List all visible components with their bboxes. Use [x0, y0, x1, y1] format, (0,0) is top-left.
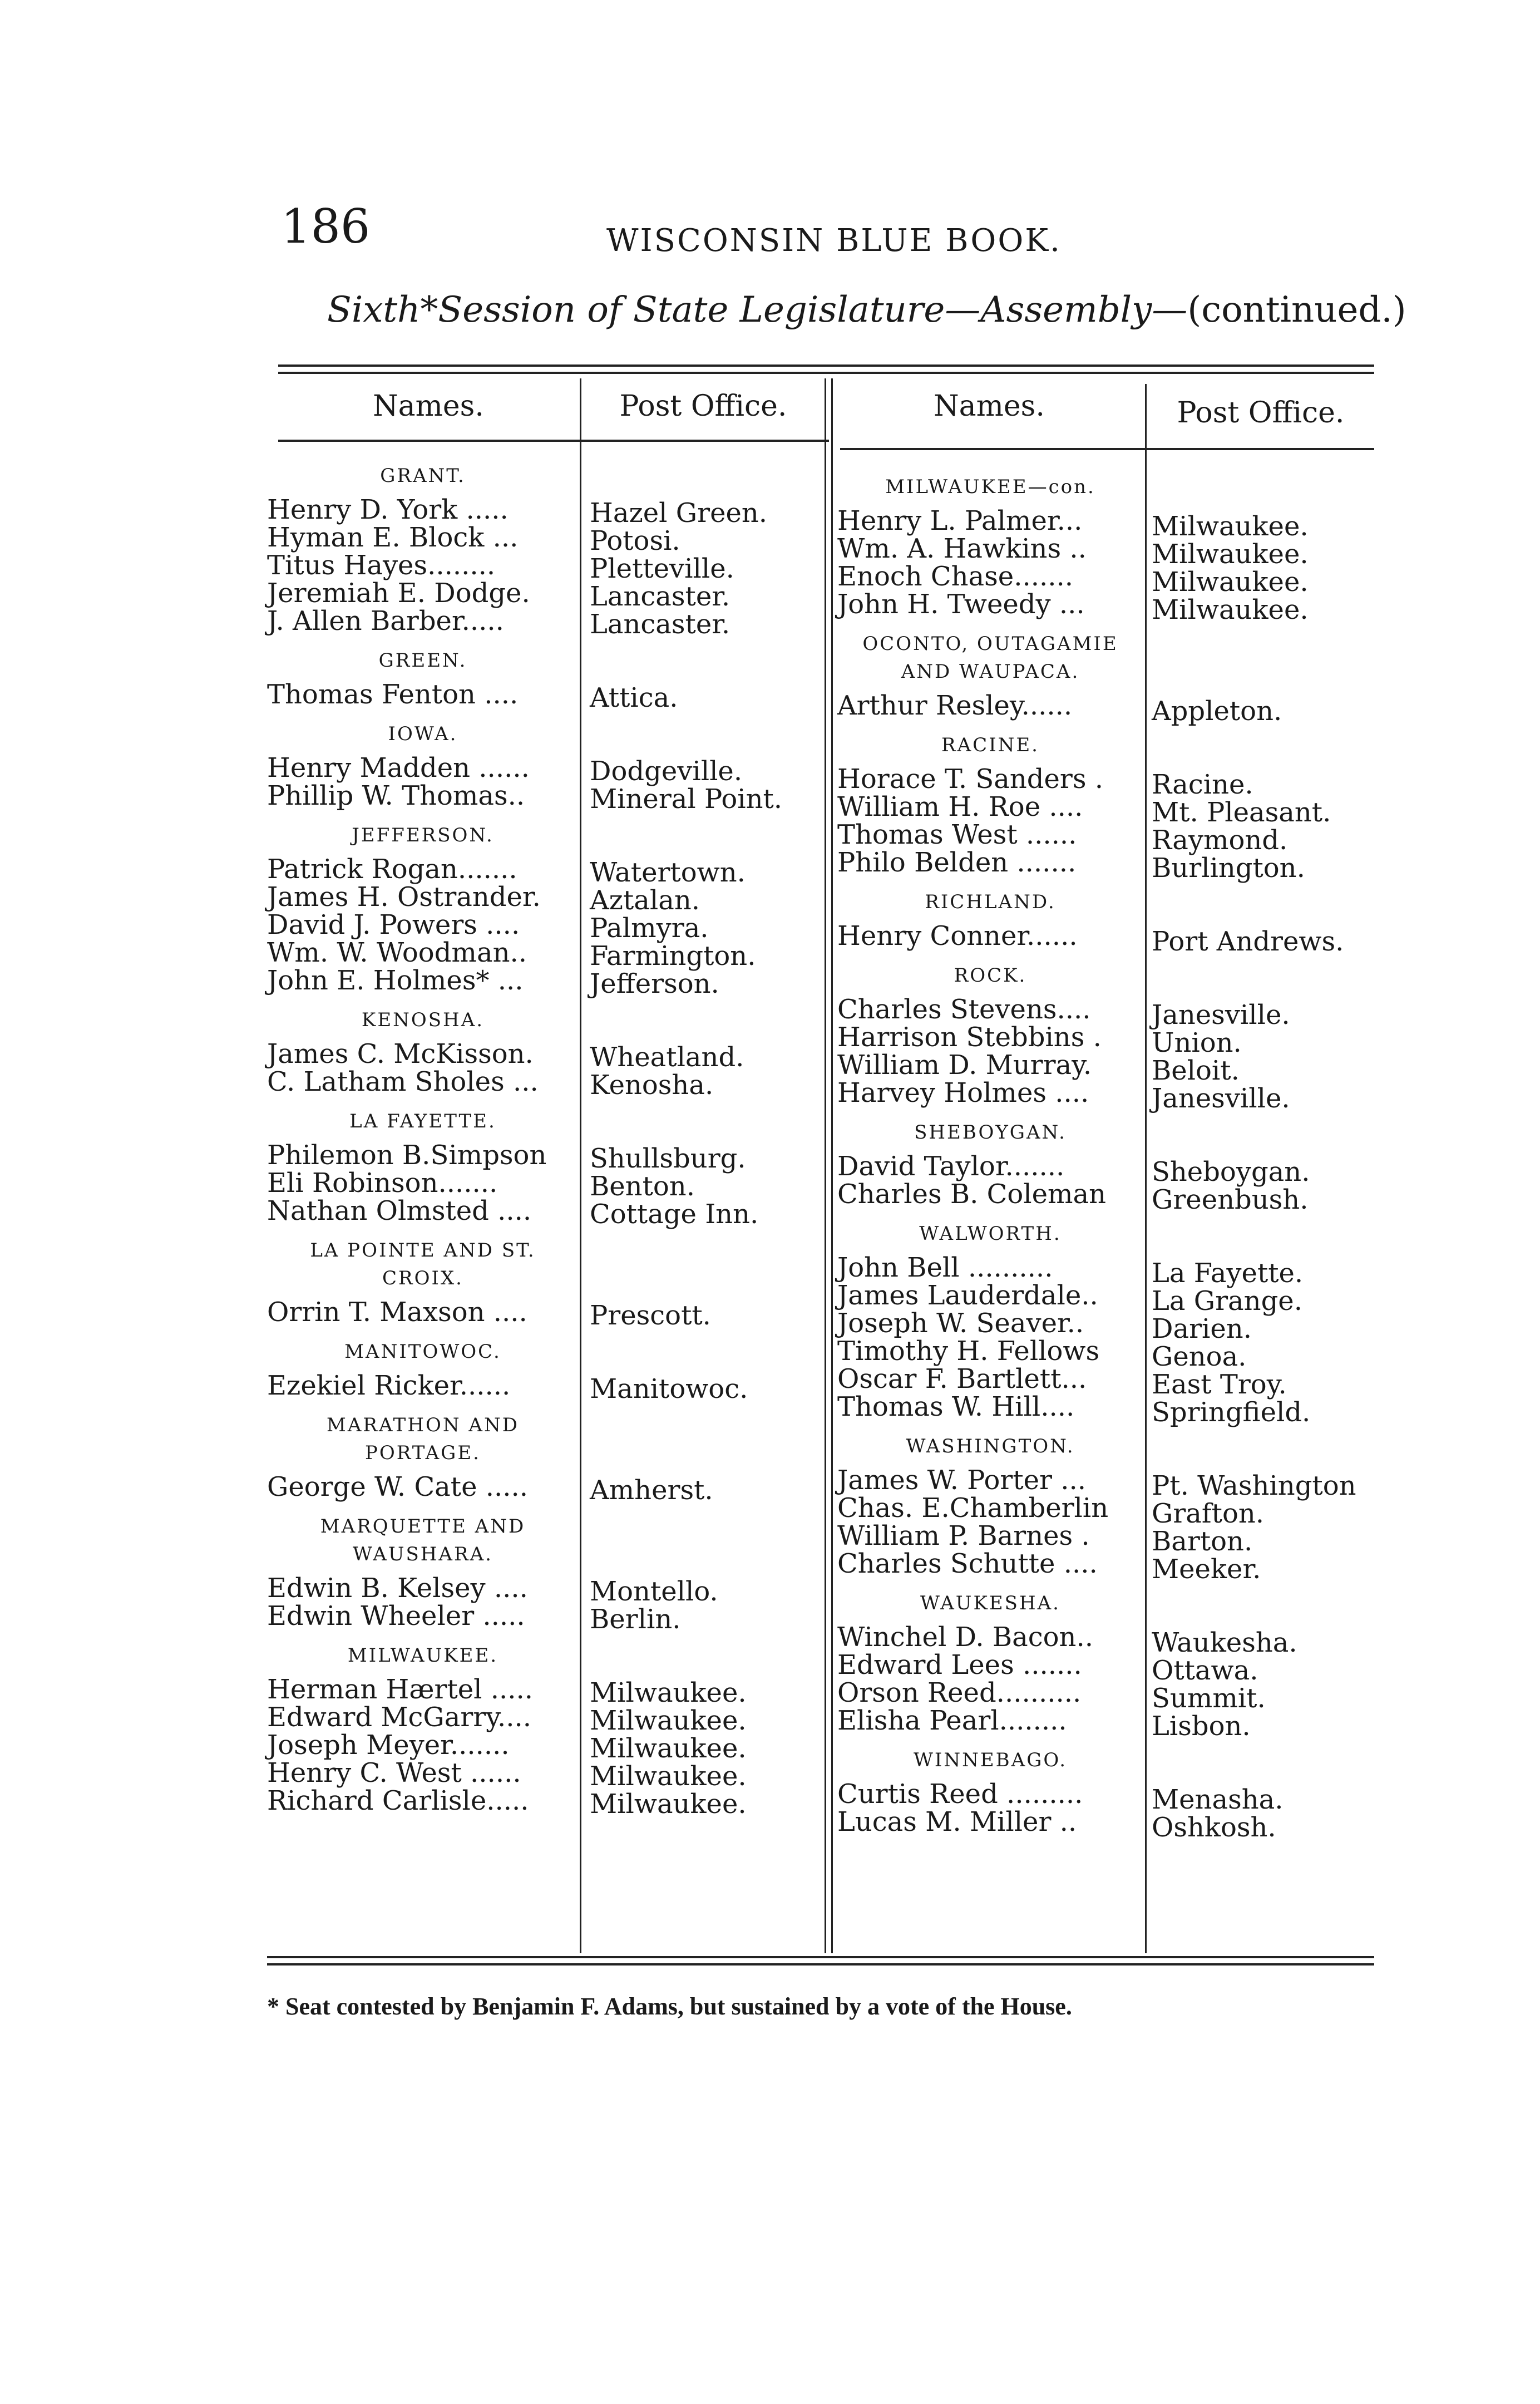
post-office: Kenosha. — [590, 1070, 714, 1101]
member-name: Winchel D. Bacon.. — [837, 1622, 1093, 1653]
post-office: Meeker. — [1152, 1554, 1261, 1585]
post-office: Aztalan. — [590, 885, 700, 916]
post-office: Racine. — [1152, 769, 1253, 800]
county-heading: WAUSHARA. — [353, 1543, 493, 1565]
post-office: Palmyra. — [590, 913, 709, 944]
member-name: John Bell .......... — [837, 1252, 1053, 1283]
member-name: J. Allen Barber..... — [267, 605, 504, 637]
post-office: Dodgeville. — [590, 756, 743, 787]
member-name: Orrin T. Maxson .... — [267, 1297, 527, 1328]
member-name: Joseph Meyer....... — [267, 1730, 510, 1761]
post-office: Union. — [1152, 1027, 1242, 1058]
member-name: John H. Tweedy ... — [837, 589, 1085, 620]
divider-center-1 — [825, 378, 826, 1953]
county-heading: RACINE. — [941, 734, 1039, 756]
post-office: Barton. — [1152, 1526, 1253, 1557]
post-office: Milwaukee. — [590, 1705, 747, 1736]
member-name: Herman Hærtel ..... — [267, 1674, 534, 1705]
session-title — [327, 289, 1406, 331]
county-heading: MARQUETTE AND — [320, 1515, 526, 1538]
post-office: Potosi. — [590, 525, 680, 556]
post-office: Janesville. — [1152, 999, 1290, 1031]
post-office: Attica. — [590, 682, 678, 713]
member-name: Henry D. York ..... — [267, 494, 509, 525]
divider-center-2 — [831, 378, 833, 1953]
member-name: Curtis Reed ......... — [837, 1779, 1083, 1810]
post-office: Beloit. — [1152, 1055, 1240, 1086]
running-head: WISCONSIN BLUE BOOK. — [606, 223, 1062, 259]
member-name: Wm. W. Woodman.. — [267, 937, 527, 968]
post-office: Summit. — [1152, 1683, 1266, 1714]
member-name: Oscar F. Bartlett... — [837, 1363, 1087, 1395]
post-office: Watertown. — [590, 857, 746, 888]
table-top-rule-2 — [278, 372, 1374, 374]
member-name: Edwin B. Kelsey .... — [267, 1573, 528, 1604]
county-heading: LA FAYETTE. — [349, 1110, 496, 1132]
member-name: Joseph W. Seaver.. — [837, 1308, 1084, 1339]
member-name: Thomas West ...... — [837, 819, 1077, 850]
post-office: Amherst. — [590, 1475, 713, 1506]
county-heading: IOWA. — [388, 723, 458, 745]
member-name: William D. Murray. — [837, 1050, 1092, 1081]
page-number: 186 — [281, 199, 371, 254]
session-title-italic: Sixth*Session of State Legislature—Assembly— — [327, 289, 1188, 331]
footnote: * Seat contested by Benjamin F. Adams, but sustained by a vote of the House. — [267, 1993, 1072, 2020]
member-name: David Taylor....... — [837, 1151, 1065, 1182]
member-name: Enoch Chase....... — [837, 561, 1074, 592]
member-name: Charles Stevens.... — [837, 994, 1091, 1025]
post-office: Benton. — [590, 1171, 695, 1202]
post-office: Shullsburg. — [590, 1143, 746, 1174]
county-heading: RICHLAND. — [925, 891, 1056, 913]
header-left-post-office: Post Office. — [619, 390, 787, 423]
post-office: Milwaukee. — [1152, 594, 1309, 625]
member-name: James C. McKisson. — [267, 1038, 534, 1070]
member-name: Edward Lees ....... — [837, 1649, 1082, 1681]
member-name: Horace T. Sanders . — [837, 763, 1103, 795]
member-name: Richard Carlisle..... — [267, 1785, 529, 1816]
member-name: Henry C. West ...... — [267, 1757, 521, 1789]
post-office: La Grange. — [1152, 1285, 1302, 1317]
county-heading: KENOSHA. — [361, 1009, 485, 1031]
member-name: Philemon B.Simpson — [267, 1140, 547, 1171]
post-office: Mt. Pleasant. — [1152, 797, 1331, 828]
table-bottom-rule-1 — [267, 1956, 1374, 1958]
member-name: John E. Holmes* ... — [267, 965, 524, 996]
member-name: C. Latham Sholes ... — [267, 1066, 539, 1097]
member-name: Edward McGarry.... — [267, 1702, 532, 1733]
post-office: Montello. — [590, 1576, 718, 1607]
divider-left-post — [580, 378, 581, 1953]
post-office: Wheatland. — [590, 1042, 744, 1073]
post-office: Lisbon. — [1152, 1711, 1251, 1742]
post-office: East Troy. — [1152, 1369, 1287, 1400]
county-heading: MANITOWOC. — [344, 1341, 501, 1363]
county-heading: MILWAUKEE—con. — [885, 476, 1095, 498]
member-name: Henry L. Palmer... — [837, 505, 1083, 536]
post-office: Menasha. — [1152, 1784, 1284, 1815]
member-name: Wm. A. Hawkins .. — [837, 533, 1087, 564]
county-heading: SHEBOYGAN. — [914, 1121, 1067, 1144]
post-office: Port Andrews. — [1152, 926, 1344, 957]
post-office: Raymond. — [1152, 825, 1288, 856]
member-name: Timothy H. Fellows — [837, 1336, 1100, 1367]
member-name: David J. Powers .... — [267, 909, 520, 940]
table-top-rule-1 — [278, 364, 1374, 367]
member-name: Thomas Fenton .... — [267, 679, 519, 710]
member-name: Hyman E. Block ... — [267, 522, 519, 553]
post-office: Lancaster. — [590, 609, 730, 640]
post-office: Jefferson. — [590, 968, 719, 999]
member-name: Patrick Rogan....... — [267, 854, 517, 885]
post-office: Farmington. — [590, 940, 756, 972]
member-name: George W. Cate ..... — [267, 1471, 529, 1502]
post-office: Manitowoc. — [590, 1373, 748, 1405]
member-name: Jeremiah E. Dodge. — [267, 578, 530, 609]
member-name: Philo Belden ....... — [837, 847, 1077, 878]
member-name: Arthur Resley...... — [837, 690, 1073, 721]
member-name: William H. Roe .... — [837, 791, 1083, 822]
header-bottom-rule-right — [840, 448, 1374, 450]
county-heading: AND WAUPACA. — [901, 661, 1080, 683]
member-name: Lucas M. Miller .. — [837, 1806, 1077, 1838]
member-name: William P. Barnes . — [837, 1520, 1090, 1551]
member-name: Eli Robinson....... — [267, 1167, 498, 1199]
county-heading: PORTAGE. — [365, 1442, 481, 1464]
member-name: Harvey Holmes .... — [837, 1077, 1089, 1109]
post-office: Mineral Point. — [590, 784, 783, 815]
county-heading: CROIX. — [382, 1267, 463, 1289]
header-left-names: Names. — [373, 390, 484, 423]
post-office: Pt. Washington — [1152, 1470, 1356, 1501]
post-office: Milwaukee. — [590, 1733, 747, 1764]
county-heading: WINNEBAGO. — [913, 1749, 1068, 1771]
member-name: Phillip W. Thomas.. — [267, 780, 525, 811]
member-name: James H. Ostrander. — [267, 881, 541, 913]
divider-right-post — [1145, 384, 1147, 1953]
post-office: Cottage Inn. — [590, 1199, 759, 1230]
post-office: Genoa. — [1152, 1341, 1247, 1372]
post-office: Milwaukee. — [1152, 539, 1309, 570]
member-name: Ezekiel Ricker...... — [267, 1370, 511, 1401]
county-heading: LA POINTE AND ST. — [310, 1239, 536, 1262]
header-bottom-rule-left — [278, 440, 829, 442]
member-name: Henry Conner...... — [837, 920, 1078, 952]
county-heading: JEFFERSON. — [352, 824, 494, 846]
post-office: Greenbush. — [1152, 1184, 1309, 1215]
member-name: James W. Porter ... — [837, 1465, 1086, 1496]
header-right-names: Names. — [934, 390, 1045, 423]
table-bottom-rule-2 — [267, 1963, 1374, 1965]
county-heading: WALWORTH. — [919, 1223, 1062, 1245]
post-office: Milwaukee. — [1152, 511, 1309, 542]
post-office: La Fayette. — [1152, 1258, 1304, 1289]
post-office: Ottawa. — [1152, 1655, 1258, 1686]
member-name: Nathan Olmsted .... — [267, 1195, 532, 1226]
county-heading: MILWAUKEE. — [347, 1644, 498, 1667]
post-office: Berlin. — [590, 1604, 681, 1635]
county-heading: ROCK. — [954, 964, 1027, 987]
post-office: Sheboygan. — [1152, 1156, 1310, 1188]
county-heading: MARATHON AND — [327, 1414, 519, 1436]
session-title-continued: (continued.) — [1187, 289, 1406, 331]
post-office: Milwaukee. — [1152, 566, 1309, 598]
member-name: James Lauderdale.. — [837, 1280, 1098, 1311]
post-office: Milwaukee. — [590, 1761, 747, 1792]
member-name: Orson Reed.......... — [837, 1677, 1082, 1708]
member-name: Charles B. Coleman — [837, 1179, 1107, 1210]
county-heading: OCONTO, OUTAGAMIE — [862, 633, 1118, 655]
member-name: Thomas W. Hill.... — [837, 1391, 1075, 1422]
member-name: Elisha Pearl........ — [837, 1705, 1067, 1736]
post-office: Pletteville. — [590, 553, 734, 584]
post-office: Grafton. — [1152, 1498, 1265, 1529]
county-heading: GREEN. — [378, 649, 467, 672]
post-office: Milwaukee. — [590, 1789, 747, 1820]
post-office: Milwaukee. — [590, 1677, 747, 1708]
member-name: Titus Hayes........ — [267, 550, 496, 581]
member-name: Edwin Wheeler ..... — [267, 1600, 525, 1632]
member-name: Harrison Stebbins . — [837, 1022, 1102, 1053]
post-office: Appleton. — [1152, 696, 1282, 727]
post-office: Prescott. — [590, 1300, 711, 1331]
post-office: Darien. — [1152, 1313, 1252, 1344]
post-office: Waukesha. — [1152, 1627, 1297, 1658]
post-office: Janesville. — [1152, 1083, 1290, 1114]
county-heading: WAUKESHA. — [920, 1592, 1060, 1614]
header-right-post-office: Post Office. — [1177, 396, 1345, 430]
county-heading: GRANT. — [380, 465, 466, 487]
member-name: Chas. E.Chamberlin — [837, 1492, 1109, 1524]
member-name: Charles Schutte .... — [837, 1548, 1098, 1579]
post-office: Lancaster. — [590, 581, 730, 612]
post-office: Burlington. — [1152, 853, 1305, 884]
member-name: Henry Madden ...... — [267, 752, 530, 784]
county-heading: WASHINGTON. — [906, 1435, 1075, 1457]
post-office: Springfield. — [1152, 1397, 1311, 1428]
post-office: Hazel Green. — [590, 497, 768, 529]
post-office: Oshkosh. — [1152, 1812, 1276, 1843]
